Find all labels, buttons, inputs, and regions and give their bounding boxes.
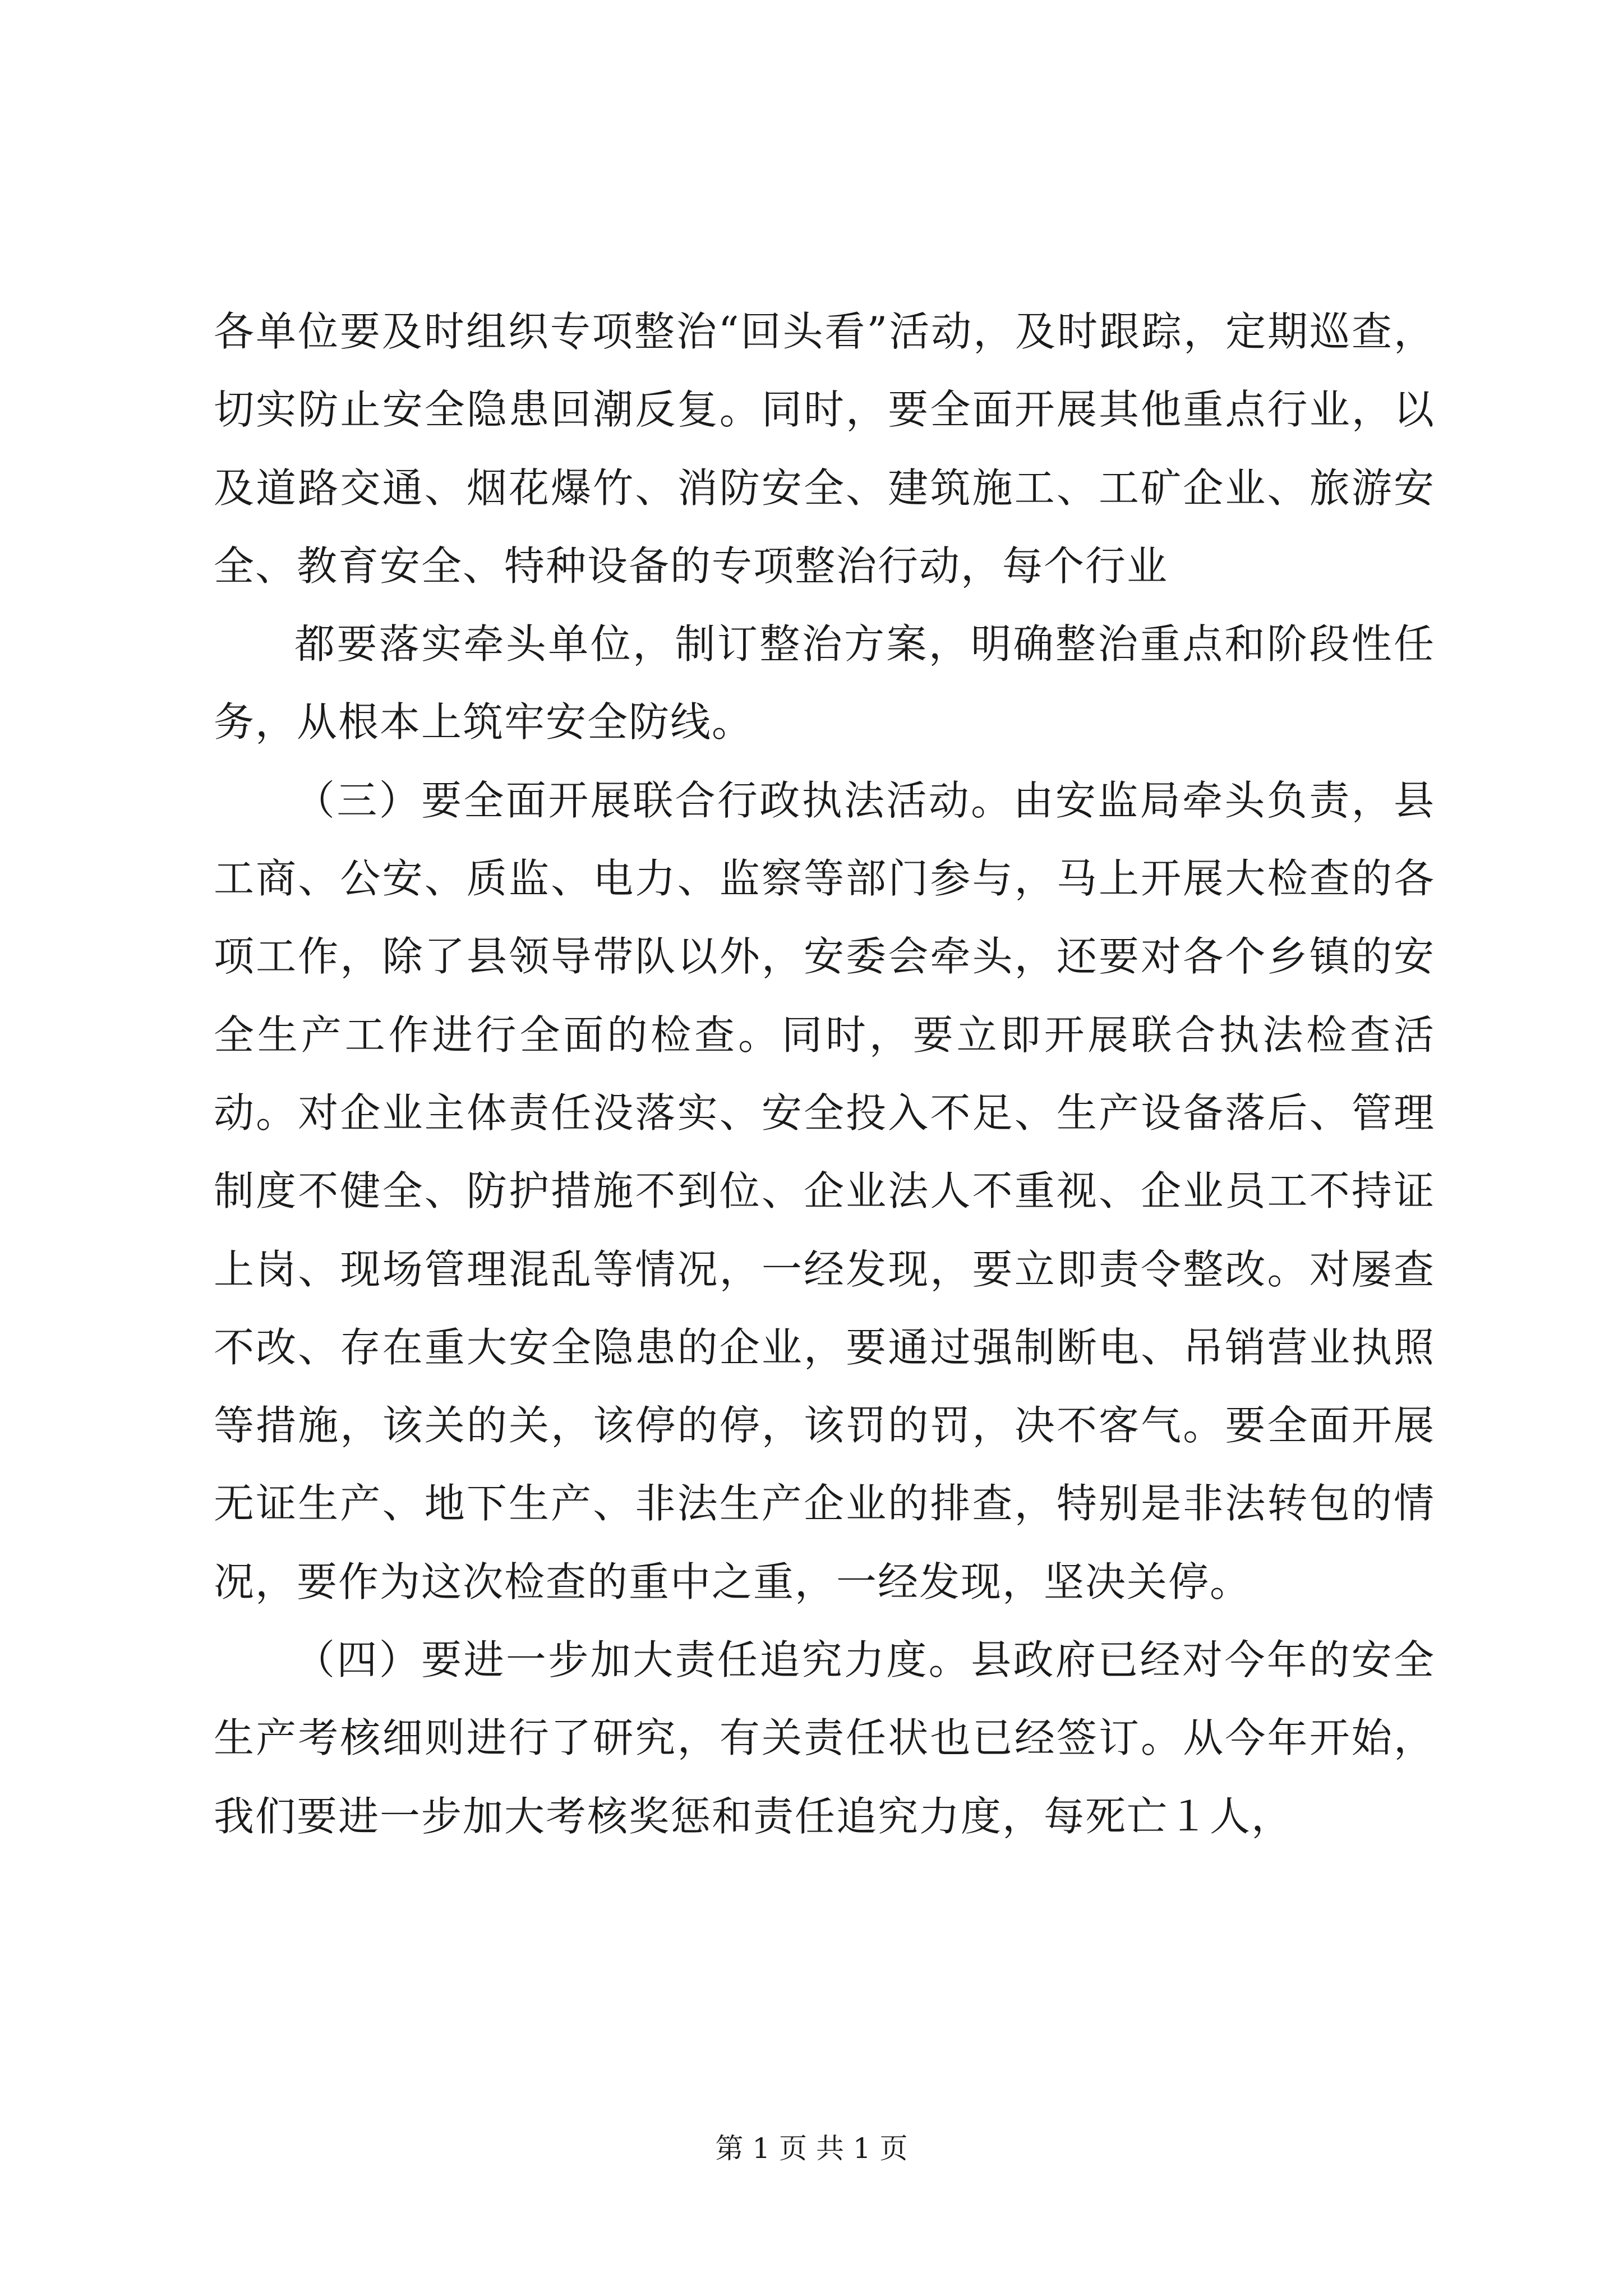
paragraph-section-four: （四）要进一步加大责任追究力度。县政府已经对今年的安全生产考核细则进行了研究，有关责任状也已经签订。从今年开始，我们要进一步加大考核奖惩和责任追究力度，每死亡１人，	[214, 1636, 1435, 1840]
paragraph-continuation: 各单位要及时组织专项整治“回头看”活动，及时跟踪，定期巡查，切实防止安全隐患回潮反复。同时，要全面开展其他重点行业，以及道路交通、烟花爆竹、消防安全、建筑施工、工矿企业、旅游安全、教育安全、特种设备的专项整治行动，每个行业	[214, 308, 1435, 590]
page-number-footer: 第 1 页 共 1 页	[715, 2132, 908, 2165]
paragraph-section-three: （三）要全面开展联合行政执法活动。由安监局牵头负责，县工商、公安、质监、电力、监察等部门参与，马上开展大检查的各项工作，除了县领导带队以外，安委会牵头，还要对各个乡镇的安全生产工作进行全面的检查。同时，要立即开展联合执法检查活动。对企业主体责任没落实、安全投入不足、生产设备落后、管理制度不健全、防护措施不到位、企业法人不重视、企业员工不持证上岗、现场管理混乱等情况，一经发现，要立即责令整改。对屡查不改、存在重大安全隐患的企业，要通过强制断电、吊销营业执照等措施，该关的关，该停的停，该罚的罚，决不客气。要全面开展无证生产、地下生产、非法生产企业的排查，特别是非法转包的情况，要作为这次检查的重中之重，一经发现，坚决关停。	[214, 776, 1435, 1605]
paragraph-tasks: 都要落实牵头单位，制订整治方案，明确整治重点和阶段性任务，从根本上筑牢安全防线。	[214, 620, 1435, 746]
document-body	[214, 293, 1435, 1856]
